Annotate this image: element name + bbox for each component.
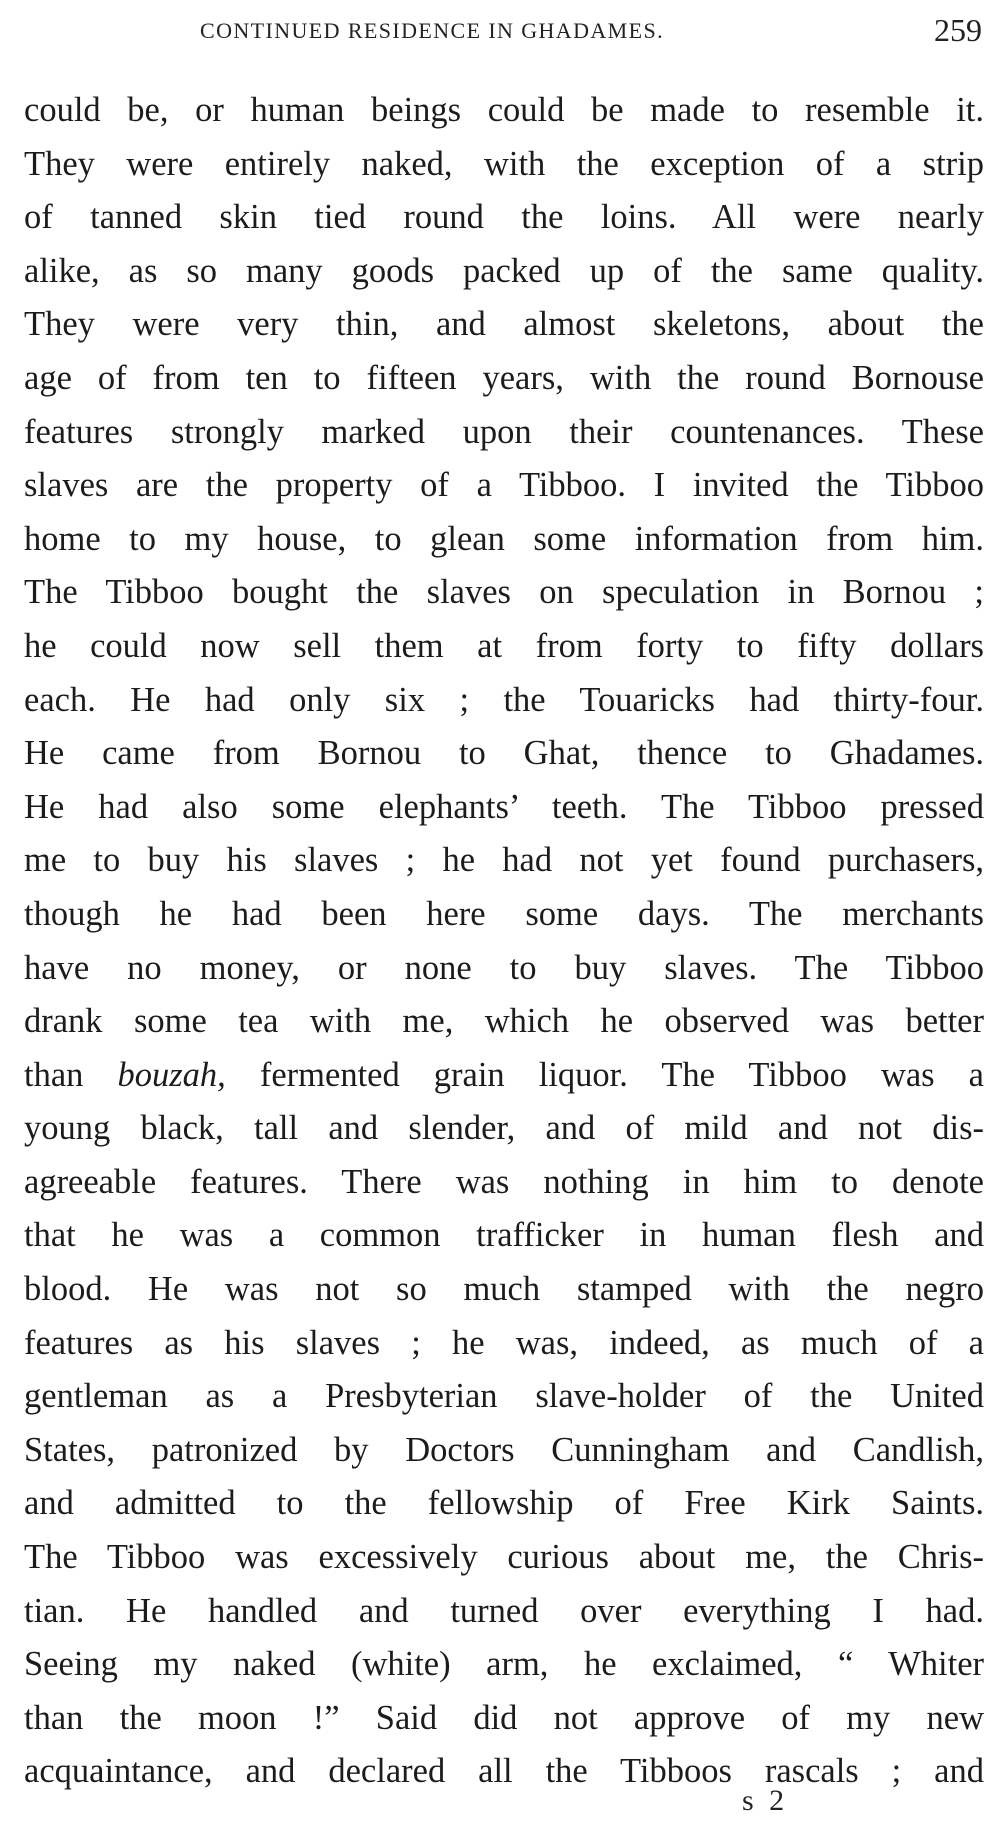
text-line: could be, or human beings could be made to resemble it. xyxy=(24,91,984,129)
text-line: They were entirely naked, with the exception of a strip xyxy=(24,144,984,183)
text-line-start: than xyxy=(24,1055,118,1094)
text-line: features as his slaves ; he was, indeed, as much of a xyxy=(24,1323,984,1362)
text-line: age of from ten to fifteen years, with the round Bornouse xyxy=(24,358,984,397)
text-line: The Tibboo was excessively curious about me, the Chris- xyxy=(24,1538,984,1577)
text-line: They were very thin, and almost skeletons, about the xyxy=(24,305,984,344)
text-line: me to buy his slaves ; he had not yet found purchasers, xyxy=(24,841,984,880)
text-line: alike, as so many goods packed up of the same quality. xyxy=(24,251,984,290)
page-number: 259 xyxy=(934,12,982,48)
text-line: though he had been here some days. The merchants xyxy=(24,894,984,933)
text-line: acquaintance, and declared all the Tibboos rascals ; and xyxy=(24,1752,984,1791)
text-line: blood. He was not so much stamped with the negro xyxy=(24,1270,984,1309)
text-line: tian. He handled and turned over everything I had. xyxy=(24,1591,984,1630)
text-line: young black, tall and slender, and of mild and not dis- xyxy=(24,1109,984,1148)
text-line: States, patronized by Doctors Cunningham and Candlish, xyxy=(24,1430,984,1469)
text-line: that he was a common trafficker in human flesh and xyxy=(24,1216,984,1255)
italic-word: bouzah, xyxy=(117,1055,226,1094)
text-line-with-italic xyxy=(24,1049,984,1103)
text-line: drank some tea with me, which he observed was better xyxy=(24,1002,984,1041)
text-line: slaves are the property of a Tibboo. I invited the Tibboo xyxy=(24,466,984,505)
text-line: have no money, or none to buy slaves. The Tibboo xyxy=(24,948,984,987)
text-line: home to my house, to glean some information from him. xyxy=(24,519,984,558)
text-line: agreeable features. There was nothing in him to denote xyxy=(24,1162,984,1201)
text-line: Seeing my naked (white) arm, he exclaimed, “ Whiter xyxy=(24,1645,984,1684)
text-line: each. He had only six ; the Touaricks had thirty-four. xyxy=(24,680,984,719)
body-text xyxy=(24,84,984,1799)
text-line: than the moon !” Said did not approve of my new xyxy=(24,1698,984,1737)
text-line: The Tibboo bought the slaves on speculation in Bornou ; xyxy=(24,573,984,612)
text-line: He came from Bornou to Ghat, thence to Ghadames. xyxy=(24,734,984,773)
text-line: features strongly marked upon their countenances. These xyxy=(24,412,984,451)
text-line-rest: fermented grain liquor. The Tibboo was a xyxy=(225,1055,984,1094)
text-line: gentleman as a Presbyterian slave-holder of the United xyxy=(24,1377,984,1416)
text-line: He had also some elephants’ teeth. The Tibboo pressed xyxy=(24,787,984,826)
text-line: and admitted to the fellowship of Free Kirk Saints. xyxy=(24,1484,984,1523)
text-line: he could now sell them at from forty to fifty dollars xyxy=(24,626,984,665)
text-line: of tanned skin tied round the loins. All were nearly xyxy=(24,198,984,237)
signature-mark: s 2 xyxy=(742,1784,789,1817)
running-head: CONTINUED RESIDENCE IN GHADAMES. xyxy=(200,18,665,43)
